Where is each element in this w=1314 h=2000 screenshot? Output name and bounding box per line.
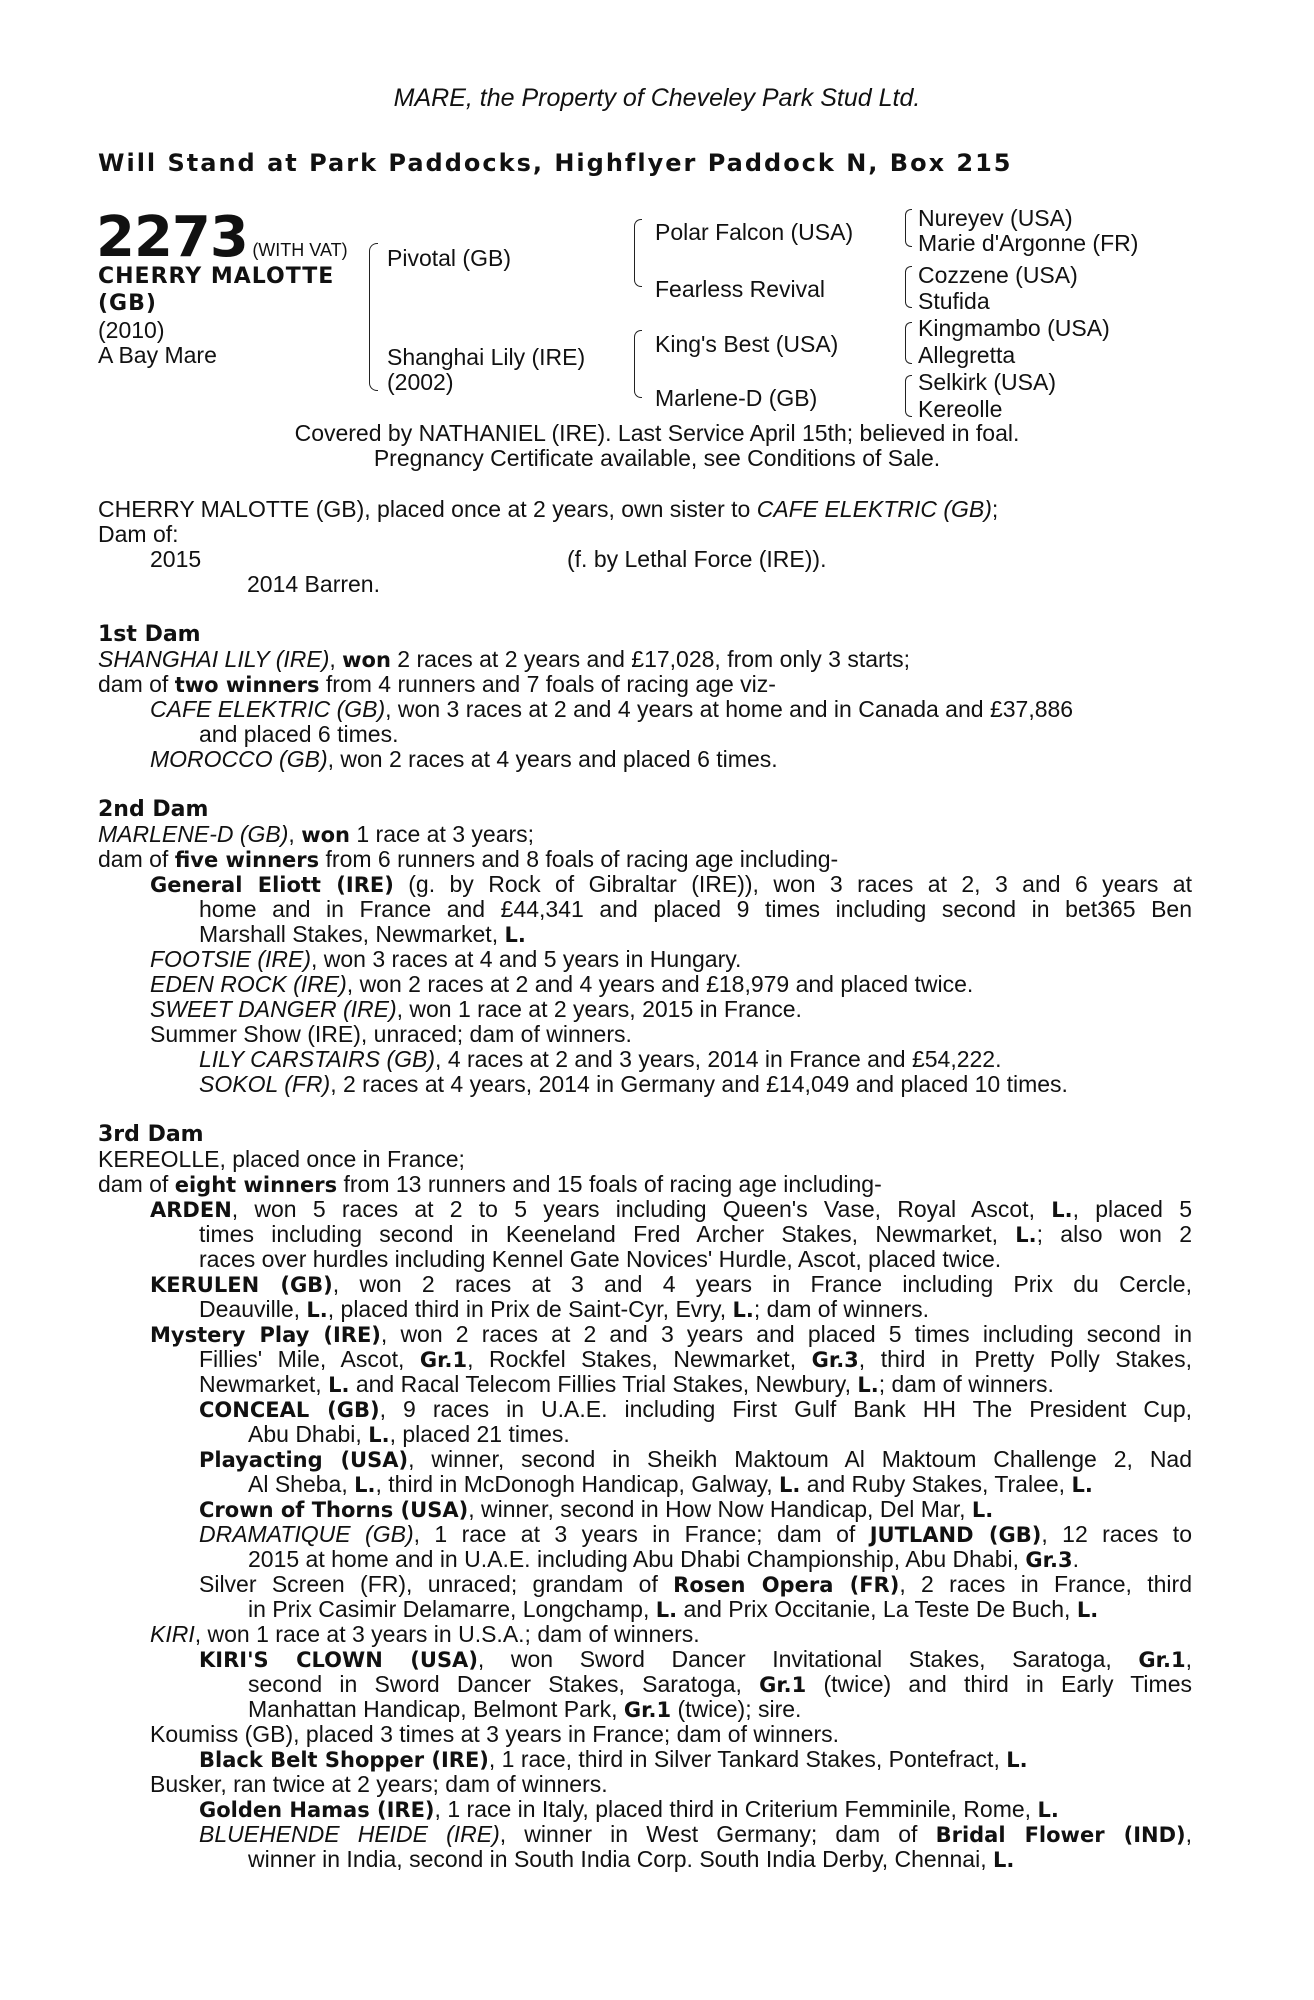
pedigree-dam-year: (2002) [387, 369, 454, 395]
horse-name: CHERRY MALOTTE [98, 264, 335, 289]
second-dam-produce-summary: dam of five winners from 6 runners and 8 foals of racing age including- [98, 846, 839, 872]
third-dam-produce-summary: dam of eight winners from 13 runners and 15 foals of racing age including- [98, 1171, 882, 1197]
silver-screen-line-2: in Prix Casimir Delamarre, Longchamp, L. and Prix Occitanie, La Teste De Buch, L. [248, 1596, 1099, 1622]
golden-hamas-line: Golden Hamas (IRE), 1 race in Italy, placed third in Criterium Femminile, Rome, L. [199, 1796, 1059, 1822]
pedigree-brace-dd [905, 375, 912, 417]
pedigree-sire: Pivotal (GB) [387, 245, 511, 271]
dramatique-line-2: 2015 at home and in U.A.E. including Abu Dhabi Championship, Abu Dhabi, Gr.3. [248, 1546, 1079, 1572]
second-dam-line: MARLENE-D (GB), won 1 race at 3 years; [98, 821, 535, 847]
third-dam-line: KEREOLLE, placed once in France; [98, 1146, 465, 1172]
second-dam-heading: 2nd Dam [98, 797, 209, 822]
kerulen-line-1: KERULEN (GB), won 2 races at 3 and 4 years in France including Prix du Cercle, [150, 1271, 1192, 1297]
pedigree-dsd: Allegretta [918, 342, 1016, 368]
bluehende-heide-line-2: winner in India, second in South India Corp. South India Derby, Chennai, L. [248, 1846, 1015, 1872]
dramatique-line-1: DRAMATIQUE (GB), 1 race at 3 years in France; dam of JUTLAND (GB), 12 races to [199, 1521, 1192, 1547]
mystery-play-line-1: Mystery Play (IRE), won 2 races at 2 and 3 years and placed 5 times including second in [150, 1321, 1192, 1347]
third-dam-heading: 3rd Dam [98, 1122, 204, 1147]
produce-barren: 2014 Barren. [247, 571, 380, 597]
pedigree-brace-sire [634, 219, 642, 287]
pedigree-dd: Marlene-D (GB) [655, 385, 818, 411]
lot-number-row [96, 205, 348, 270]
conceal-line-1: CONCEAL (GB), 9 races in U.A.E. including First Gulf Bank HH The President Cup, [199, 1396, 1192, 1422]
horse-description: A Bay Mare [98, 342, 217, 368]
second-dam-produce-1: General Eliott (IRE) (g. by Rock of Gibraltar (IRE)), won 3 races at 2, 3 and 6 years at [150, 871, 1192, 897]
vat-label: (WITH VAT) [252, 240, 348, 260]
playacting-line-2: Al Sheba, L., third in McDonogh Handicap, Galway, L. and Ruby Stakes, Tralee, L. [248, 1471, 1093, 1497]
kiris-clown-line-1: KIRI'S CLOWN (USA), won Sword Dancer Invitational Stakes, Saratoga, Gr.1, [199, 1646, 1192, 1672]
covered-line-1: Covered by NATHANIEL (IRE). Last Service April 15th; believed in foal. [294, 420, 1020, 446]
horse-name-country: (GB) [98, 291, 157, 316]
mystery-play-line-2: Fillies' Mile, Ascot, Gr.1, Rockfel Stakes, Newmarket, Gr.3, third in Pretty Polly Stakes, [199, 1346, 1192, 1372]
first-dam-produce-1-cont: and placed 6 times. [199, 721, 399, 747]
kiris-clown-line-3: Manhattan Handicap, Belmont Park, Gr.1 (twice); sire. [248, 1696, 802, 1722]
pedigree-brace-main [369, 243, 378, 391]
page-title: MARE, the Property of Cheveley Park Stud Ltd. [393, 84, 921, 112]
pedigree-sss: Nureyev (USA) [918, 205, 1073, 231]
kerulen-line-2: Deauville, L., placed third in Prix de Saint-Cyr, Evry, L.; dam of winners. [199, 1296, 930, 1322]
second-dam-grandproduce-1: LILY CARSTAIRS (GB), 4 races at 2 and 3 years, 2014 in France and £54,222. [199, 1046, 1002, 1072]
pedigree-ds: King's Best (USA) [655, 331, 839, 357]
conceal-line-2: Abu Dhabi, L., placed 21 times. [248, 1421, 570, 1447]
pedigree-brace-sd [905, 266, 912, 308]
black-belt-shopper-line: Black Belt Shopper (IRE), 1 race, third in Silver Tankard Stakes, Pontefract, L. [199, 1746, 1028, 1772]
koumiss-line: Koumiss (GB), placed 3 times at 3 years in France; dam of winners. [150, 1721, 839, 1747]
foaling-year: (2010) [98, 317, 165, 343]
second-dam-produce-2: FOOTSIE (IRE), won 3 races at 4 and 5 years in Hungary. [150, 946, 742, 972]
produce-foal: (f. by Lethal Force (IRE)). [567, 546, 827, 572]
arden-line-3: races over hurdles including Kennel Gate Novices' Hurdle, Ascot, placed twice. [199, 1246, 1002, 1272]
mystery-play-line-3: Newmarket, L. and Racal Telecom Fillies Trial Stakes, Newbury, L.; dam of winners. [199, 1371, 1054, 1397]
crown-of-thorns-line: Crown of Thorns (USA), winner, second in How Now Handicap, Del Mar, L. [199, 1496, 994, 1522]
pedigree-sd: Fearless Revival [655, 276, 825, 302]
dam-of-label: Dam of: [98, 521, 179, 547]
kiris-clown-line-2: second in Sword Dancer Stakes, Saratoga, Gr.1 (twice) and third in Early Times [248, 1671, 1192, 1697]
busker-line: Busker, ran twice at 2 years; dam of winners. [150, 1771, 608, 1797]
intro-line: CHERRY MALOTTE (GB), placed once at 2 years, own sister to CAFE ELEKTRIC (GB); [98, 496, 999, 522]
second-dam-grandproduce-2: SOKOL (FR), 2 races at 4 years, 2014 in Germany and £14,049 and placed 10 times. [199, 1071, 1068, 1097]
arden-line-1: ARDEN, won 5 races at 2 to 5 years including Queen's Vase, Royal Ascot, L., placed 5 [150, 1196, 1192, 1222]
first-dam-produce-summary: dam of two winners from 4 runners and 7 foals of racing age viz- [98, 671, 776, 697]
first-dam-heading: 1st Dam [98, 622, 201, 647]
stand-location: Will Stand at Park Paddocks, Highflyer Paddock N, Box 215 [98, 149, 1013, 177]
pedigree-dss: Kingmambo (USA) [918, 315, 1110, 341]
pedigree-ssd: Marie d'Argonne (FR) [918, 230, 1139, 256]
kiri-line: KIRI, won 1 race at 3 years in U.S.A.; dam of winners. [150, 1621, 700, 1647]
pedigree-sds: Cozzene (USA) [918, 262, 1078, 288]
pedigree-brace-dam [634, 330, 642, 398]
bluehende-heide-line-1: BLUEHENDE HEIDE (IRE), winner in West Germany; dam of Bridal Flower (IND), [199, 1821, 1193, 1847]
second-dam-produce-1-cont: home and in France and £44,341 and placed 9 times including second in bet365 Ben [199, 896, 1192, 922]
pedigree-brace-ds [905, 322, 912, 364]
pedigree-sdd: Stufida [918, 288, 990, 314]
pedigree-dam: Shanghai Lily (IRE) [387, 344, 586, 370]
second-dam-produce-5: Summer Show (IRE), unraced; dam of winners. [150, 1021, 632, 1047]
second-dam-produce-3: EDEN ROCK (IRE), won 2 races at 2 and 4 years and £18,979 and placed twice. [150, 971, 974, 997]
lot-number: 2273 [96, 205, 248, 270]
covered-line-2: Pregnancy Certificate available, see Conditions of Sale. [373, 445, 941, 471]
produce-year: 2015 [150, 546, 202, 572]
first-dam-produce-1: CAFE ELEKTRIC (GB), won 3 races at 2 and 4 years at home and in Canada and £37,886 [150, 696, 1074, 722]
second-dam-produce-1-cont2: Marshall Stakes, Newmarket, L. [199, 921, 526, 947]
pedigree-ddd: Kereolle [918, 396, 1003, 422]
first-dam-line: SHANGHAI LILY (IRE), won 2 races at 2 years and £17,028, from only 3 starts; [98, 646, 910, 672]
silver-screen-line-1: Silver Screen (FR), unraced; grandam of Rosen Opera (FR), 2 races in France, third [199, 1571, 1192, 1597]
second-dam-produce-4: SWEET DANGER (IRE), won 1 race at 2 years, 2015 in France. [150, 996, 802, 1022]
pedigree-ss: Polar Falcon (USA) [655, 219, 854, 245]
pedigree-brace-ss [905, 209, 912, 247]
first-dam-produce-2: MOROCCO (GB), won 2 races at 4 years and placed 6 times. [150, 746, 778, 772]
arden-line-2: times including second in Keeneland Fred Archer Stakes, Newmarket, L.; also won 2 [199, 1221, 1192, 1247]
playacting-line-1: Playacting (USA), winner, second in Sheikh Maktoum Al Maktoum Challenge 2, Nad [199, 1446, 1193, 1472]
pedigree-dds: Selkirk (USA) [918, 369, 1057, 395]
